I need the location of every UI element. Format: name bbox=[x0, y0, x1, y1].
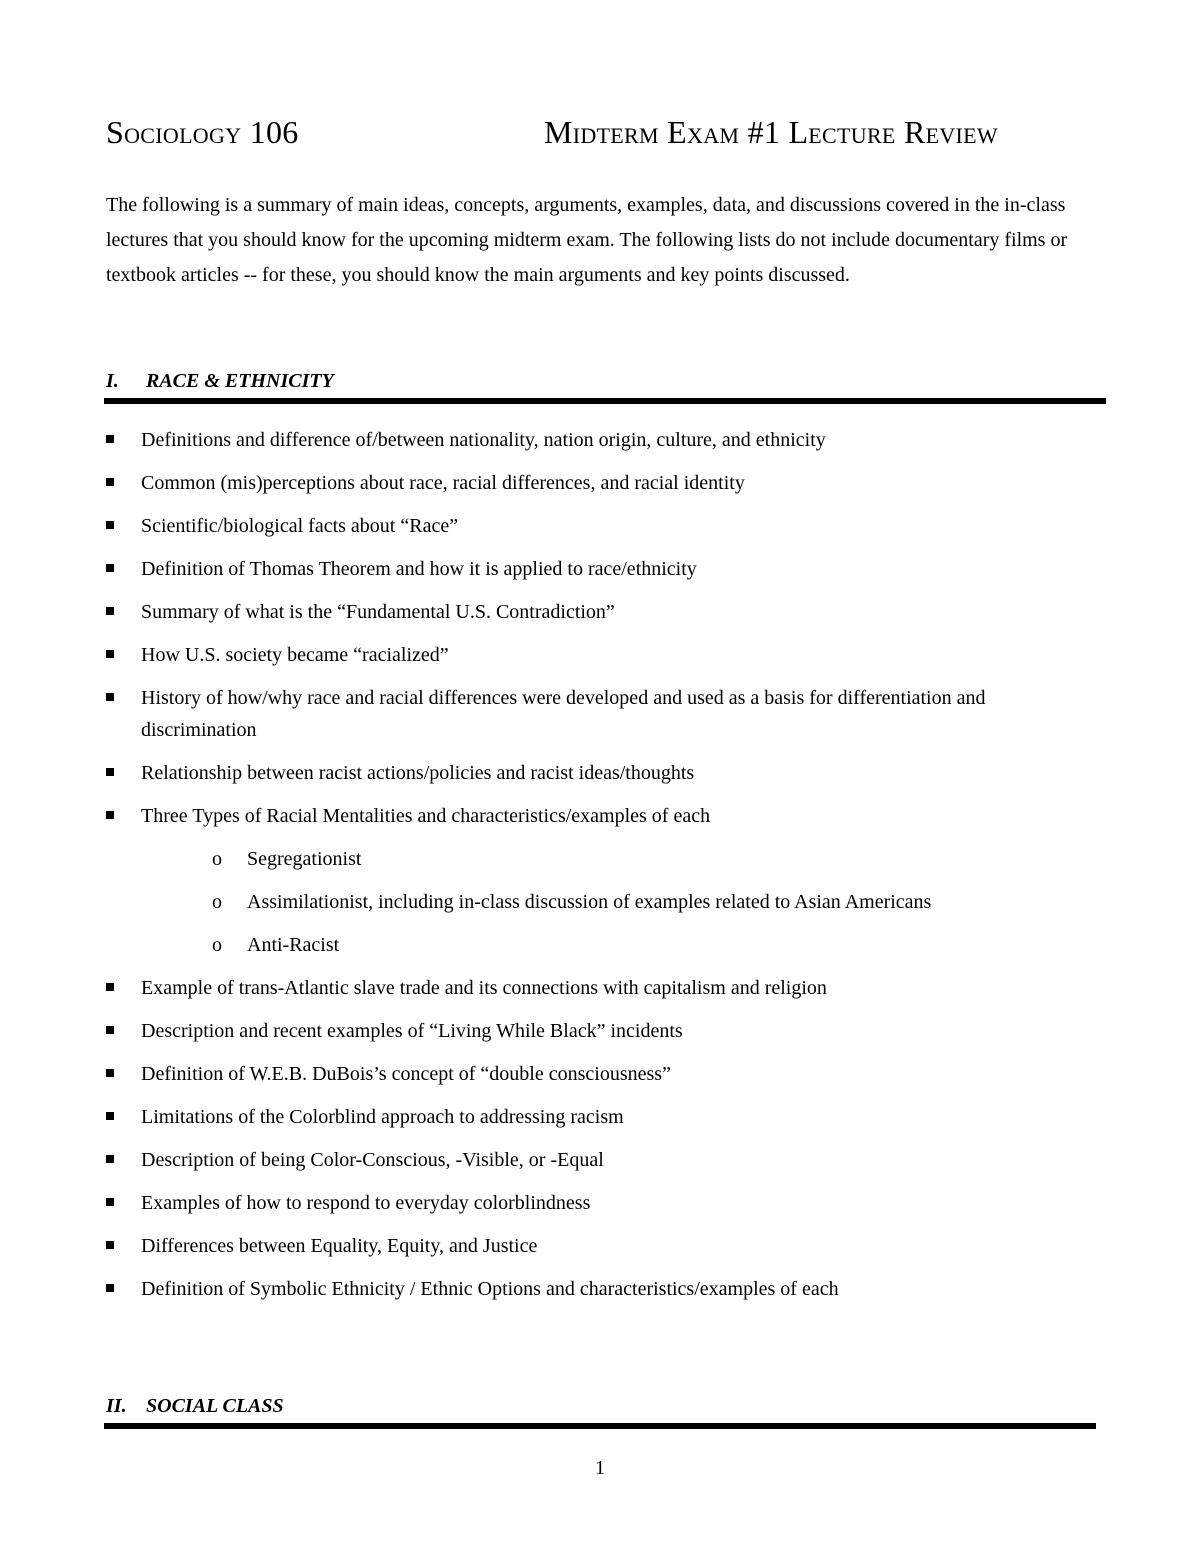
course-title: Sociology 106 bbox=[106, 114, 299, 150]
bullet-icon bbox=[106, 650, 114, 658]
bullet-icon bbox=[106, 478, 114, 486]
bullet-icon bbox=[106, 1155, 114, 1163]
section-1-number: I. bbox=[106, 370, 119, 392]
section-2-heading bbox=[106, 1392, 284, 1420]
section-1-rule bbox=[104, 398, 1106, 404]
circle-bullet-icon: o bbox=[212, 934, 222, 956]
bullet-icon bbox=[106, 983, 114, 991]
bullet-icon bbox=[106, 1284, 114, 1292]
bullet-icon bbox=[106, 521, 114, 529]
bullet-icon bbox=[106, 435, 114, 443]
intro-paragraph: The following is a summary of main ideas, concepts, arguments, examples, data, and discussions covered in the in-class lectures that you should know for the upcoming midterm exam. The following lists do not include documentary films or textbook articles -- for these, you should know the main arguments and key points discussed. bbox=[106, 194, 1068, 286]
document-page: Sociology 106 Midterm Exam #1 Lecture Review The following is a summary of main ideas, concepts, arguments, examples, data, and discussions covered in the in-class lectures that you should know for the upcoming midterm exam. The following lists do not include documentary films or textbook articles -- for these, you should know the main arguments and key points discussed. I. RACE & ETHNICITY Definitions and difference of/between nationality, nation origin, culture, and ethnicity Common (mis)perceptions about race, racial differences, and racial identity Scientific/biological facts about “Race” Definition of Thomas Theorem and how it is applied to race/ethnicity Summary of what is the “Fundamental U.S. Contradiction” How U.S. society became “racialized” History of how/why race and racial differences were developed and used as a basis for differentiation and discrimination Relationship between racist actions/policies and racist ideas/thoughts Three Types of Racial Mentalities and characteristics/examples of each o Segregationist o Assimilationist, including in-class discussion of examples related to Asian Americans o Anti-Racist Example of trans-Atlantic slave trade and its connections with capitalism and religion Description and recent examples of “Living While Black” incidents Definition of W.E.B. DuBois’s concept of “double consciousness” Limitations of the Colorblind approach to addressing racism Description of being Color-Conscious, -Visible, or -Equal Examples of how to respond to everyday colorblindness Differences between Equality, Equity, and Justice Definition of Symbolic Ethnicity / Ethnic Options and characteristics/examples of each II. SOCIAL CLASS 1 bbox=[0, 0, 1200, 1553]
circle-bullet-icon: o bbox=[212, 891, 222, 913]
bullet-icon bbox=[106, 1069, 114, 1077]
bullet-icon bbox=[106, 564, 114, 572]
bullet-icon bbox=[106, 1241, 114, 1249]
circle-bullet-icon: o bbox=[212, 848, 222, 870]
bullet-icon bbox=[106, 607, 114, 615]
bullet-icon bbox=[106, 811, 114, 819]
page-number: 1 bbox=[595, 1457, 605, 1479]
section-2-number: II. bbox=[106, 1395, 127, 1417]
bullet-icon bbox=[106, 693, 114, 701]
bullet-icon bbox=[106, 768, 114, 776]
section-2-title: SOCIAL CLASS bbox=[146, 1395, 284, 1417]
section-2-rule bbox=[104, 1423, 1096, 1429]
section-1-heading bbox=[106, 367, 334, 395]
bullet-icon bbox=[106, 1198, 114, 1206]
bullet-icon bbox=[106, 1112, 114, 1120]
bullet-icon bbox=[106, 1026, 114, 1034]
document-title: Midterm Exam #1 Lecture Review bbox=[544, 114, 998, 150]
section-1-title: RACE & ETHNICITY bbox=[146, 370, 334, 392]
